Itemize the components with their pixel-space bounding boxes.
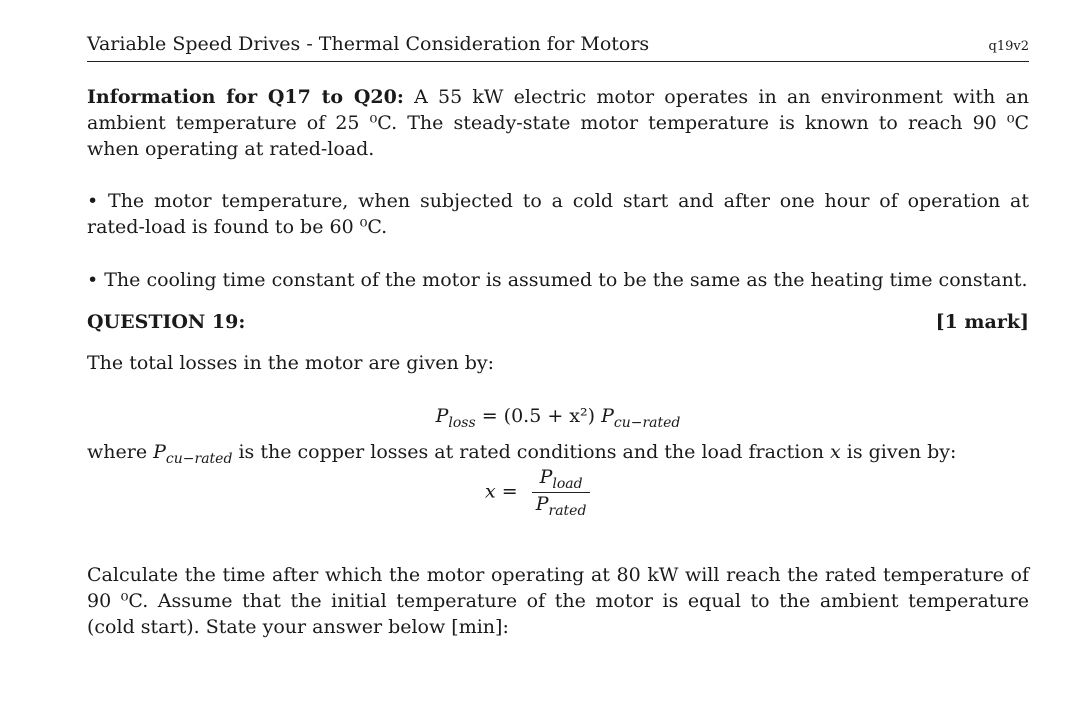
info-paragraph — [87, 84, 1029, 162]
question-marks: [1 mark] — [935, 311, 1029, 333]
page-header — [87, 30, 1029, 62]
header-code: q19v2 — [988, 39, 1029, 54]
bullet-item: • The motor temperature, when subjected to a cold start and after one hour of operation at rated-load is found to be 60 ⁰C. — [87, 190, 1029, 238]
loss-equation: $P_{loss} = (0.5 + x^2)$ $P_{cu-rated}$ — [435, 405, 681, 431]
question-intro: The total losses in the motor are given by: — [87, 352, 495, 374]
header-title: Variable Speed Drives - Thermal Consideration for Motors — [87, 33, 650, 55]
where-line: where $P_{cu-rated}$ is the copper losses at rated conditions and the load fraction x is given by: — [87, 441, 957, 467]
question-task: Calculate the time after which the motor operating at 80 kW will reach the rated temperature of 90 ⁰C. Assume that the initial temperature of the motor is equal to the ambient temperature (cold start). State your answer below [min]: — [87, 564, 1029, 638]
bullet-item: • The cooling time constant of the motor is assumed to be the same as the heating time constant. — [87, 269, 1028, 291]
info-lead: Information for Q17 to Q20: — [87, 86, 404, 108]
question-title: QUESTION 19: — [87, 311, 246, 333]
info-text: A 55 kW electric motor operates in an environment with an ambient temperature of 25 ⁰C. The steady-state motor temperature is known to reach 90 ⁰C when operating at rated-load. — [87, 86, 1030, 160]
fraction: $\frac{P_{load}}{P_{rated}}$ — [532, 466, 591, 519]
load-fraction-equation: x = $\frac{P_{load}}{P_{rated}}$ — [485, 466, 590, 519]
